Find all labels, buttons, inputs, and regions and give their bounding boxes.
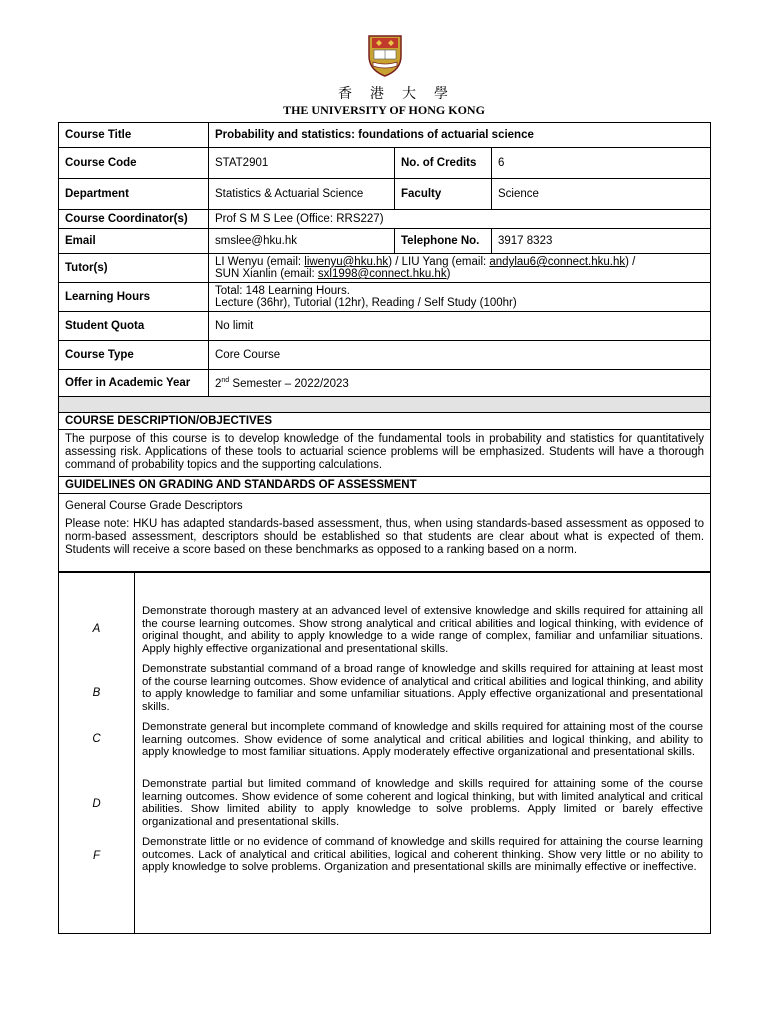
label-student-quota: Student Quota (59, 312, 209, 341)
value-department: Statistics & Actuarial Science (209, 179, 395, 210)
row-learning-hours (59, 283, 711, 312)
guidelines-note: Please note: HKU has adapted standards-based assessment, thus, when using standards-based assessment as opposed to norm-based assessment, descriptors should be established so that students are clear about what is expected of them. Students will receive a score based on these benchmarks as opposed to a ranking based on a norm. (65, 518, 705, 556)
offer-superscript: nd (221, 376, 230, 384)
row-course-code (59, 148, 711, 179)
row-course-title (59, 123, 711, 148)
value-telephone: 3917 8323 (492, 229, 711, 254)
university-chinese-name: 香港大學 (338, 86, 466, 102)
description-text: The purpose of this course is to develop knowledge of the fundamental tools in probability and statistics for quantitatively assessing risk. Applications of these tools to actuarial science problems will be emphasized. Students will have a thorough command of probability topics and the supporting calculations. (59, 430, 711, 477)
label-faculty: Faculty (395, 179, 492, 210)
grade-descriptor-d: Demonstrate partial but limited command of knowledge and skills required for attaining some of the course learning outcomes. Show evidence of some coherent and logical thinking, but with limited analytical and critical abilities. Show limited ability to apply knowledge to solve problems. Apply limited or barely effective organizational and presentational skills. (142, 778, 703, 828)
tutor-text: SUN Xianlin (email: (215, 268, 318, 280)
row-course-type (59, 341, 711, 370)
grade-letter-b: B (92, 687, 101, 699)
grade-letter-c: C (92, 733, 101, 745)
label-telephone: Telephone No. (395, 229, 492, 254)
value-offer (209, 370, 711, 397)
course-info-table (58, 122, 711, 572)
spacer-cell (59, 397, 711, 413)
learning-hours-total: Total: 148 Learning Hours. (215, 285, 350, 297)
row-student-quota (59, 312, 711, 341)
value-credits: 6 (492, 148, 711, 179)
row-tutors (59, 254, 711, 283)
grade-letter-f: F (92, 850, 101, 862)
grade-descriptor-c: Demonstrate general but incomplete command of knowledge and skills required for attaining most of the course learning outcomes. Show evidence of some analytical and critical abilities and logical thinking, and ability to apply knowledge to most familiar situations. Apply moderately effective organizational and presentational skills. (142, 721, 703, 759)
label-offer: Offer in Academic Year (59, 370, 209, 397)
row-description-heading (59, 413, 711, 430)
grade-letter-a: A (92, 623, 101, 635)
row-email (59, 229, 711, 254)
grade-letter-d: D (92, 798, 101, 810)
tutor-email-link[interactable]: liwenyu@hku.hk (304, 256, 389, 268)
row-guidelines-body (59, 494, 711, 572)
learning-hours-breakdown: Lecture (36hr), Tutorial (12hr), Reading / Self Study (100hr) (215, 297, 517, 309)
label-learning-hours: Learning Hours (59, 283, 209, 312)
row-description-text (59, 430, 711, 477)
tutor-text: ) / (625, 256, 636, 268)
tutor-text: ) (446, 268, 451, 280)
row-offer (59, 370, 711, 397)
value-email: smslee@hku.hk (209, 229, 395, 254)
university-crest-logo (365, 32, 405, 78)
description-heading: COURSE DESCRIPTION/OBJECTIVES (59, 413, 711, 430)
label-coordinator: Course Coordinator(s) (59, 210, 209, 229)
course-info-section (58, 122, 710, 572)
row-department (59, 179, 711, 210)
label-tutors: Tutor(s) (59, 254, 209, 283)
offer-text: Semester – 2022/2023 (229, 377, 349, 390)
grade-descriptors-table (58, 572, 711, 934)
label-course-type: Course Type (59, 341, 209, 370)
tutor-email-link[interactable]: andylau6@connect.hku.hk (489, 256, 626, 268)
tutor-email-link[interactable]: sxl1998@connect.hku.hk (317, 268, 447, 280)
value-coordinator: Prof S M S Lee (Office: RRS227) (209, 210, 711, 229)
guidelines-heading: GUIDELINES ON GRADING AND STANDARDS OF ASSESSMENT (59, 477, 711, 494)
value-course-code: STAT2901 (209, 148, 395, 179)
tutor-text: LI Wenyu (email: (215, 256, 305, 268)
value-learning-hours (209, 283, 711, 312)
label-course-title: Course Title (59, 123, 209, 148)
offer-number: 2 (215, 377, 222, 390)
grade-descriptor-a: Demonstrate thorough mastery at an advanced level of extensive knowledge and skills required for attaining all the course learning outcomes. Show strong analytical and critical abilities and logical thinking, with evidence of original thought, and ability to apply knowledge to a wide range of complex, familiar and unfamiliar situations. Apply highly effective organizational and presentational skills. (142, 605, 703, 655)
guidelines-body (59, 494, 711, 572)
guidelines-subheading: General Course Grade Descriptors (65, 500, 243, 512)
tutor-text: ) / LIU Yang (email: (388, 256, 490, 268)
value-tutors (209, 254, 711, 283)
label-department: Department (59, 179, 209, 210)
section-spacer (59, 397, 711, 413)
label-credits: No. of Credits (395, 148, 492, 179)
row-guidelines-heading (59, 477, 711, 494)
column-divider (134, 573, 135, 933)
label-email: Email (59, 229, 209, 254)
row-coordinator (59, 210, 711, 229)
grade-descriptor-b: Demonstrate substantial command of a broad range of knowledge and skills required for attaining at least most of the course learning outcomes. Show evidence of analytical and critical abilities and logical thinking, and ability to apply knowledge to familiar and some unfamiliar situations. Apply effective organizational and presentational skills. (142, 663, 703, 713)
value-faculty: Science (492, 179, 711, 210)
label-course-code: Course Code (59, 148, 209, 179)
value-course-title: Probability and statistics: foundations of actuarial science (209, 123, 711, 148)
university-english-name: THE UNIVERSITY OF HONG KONG (283, 103, 485, 117)
value-course-type: Core Course (209, 341, 711, 370)
value-student-quota: No limit (209, 312, 711, 341)
grade-descriptor-f: Demonstrate little or no evidence of command of knowledge and skills required for attaining the course learning outcomes. Lack of analytical and critical abilities, logical and coherent thinking. Show very little or no ability to apply knowledge to solve problems. Organization and presentational skills are minimally effective or ineffective. (142, 836, 703, 874)
